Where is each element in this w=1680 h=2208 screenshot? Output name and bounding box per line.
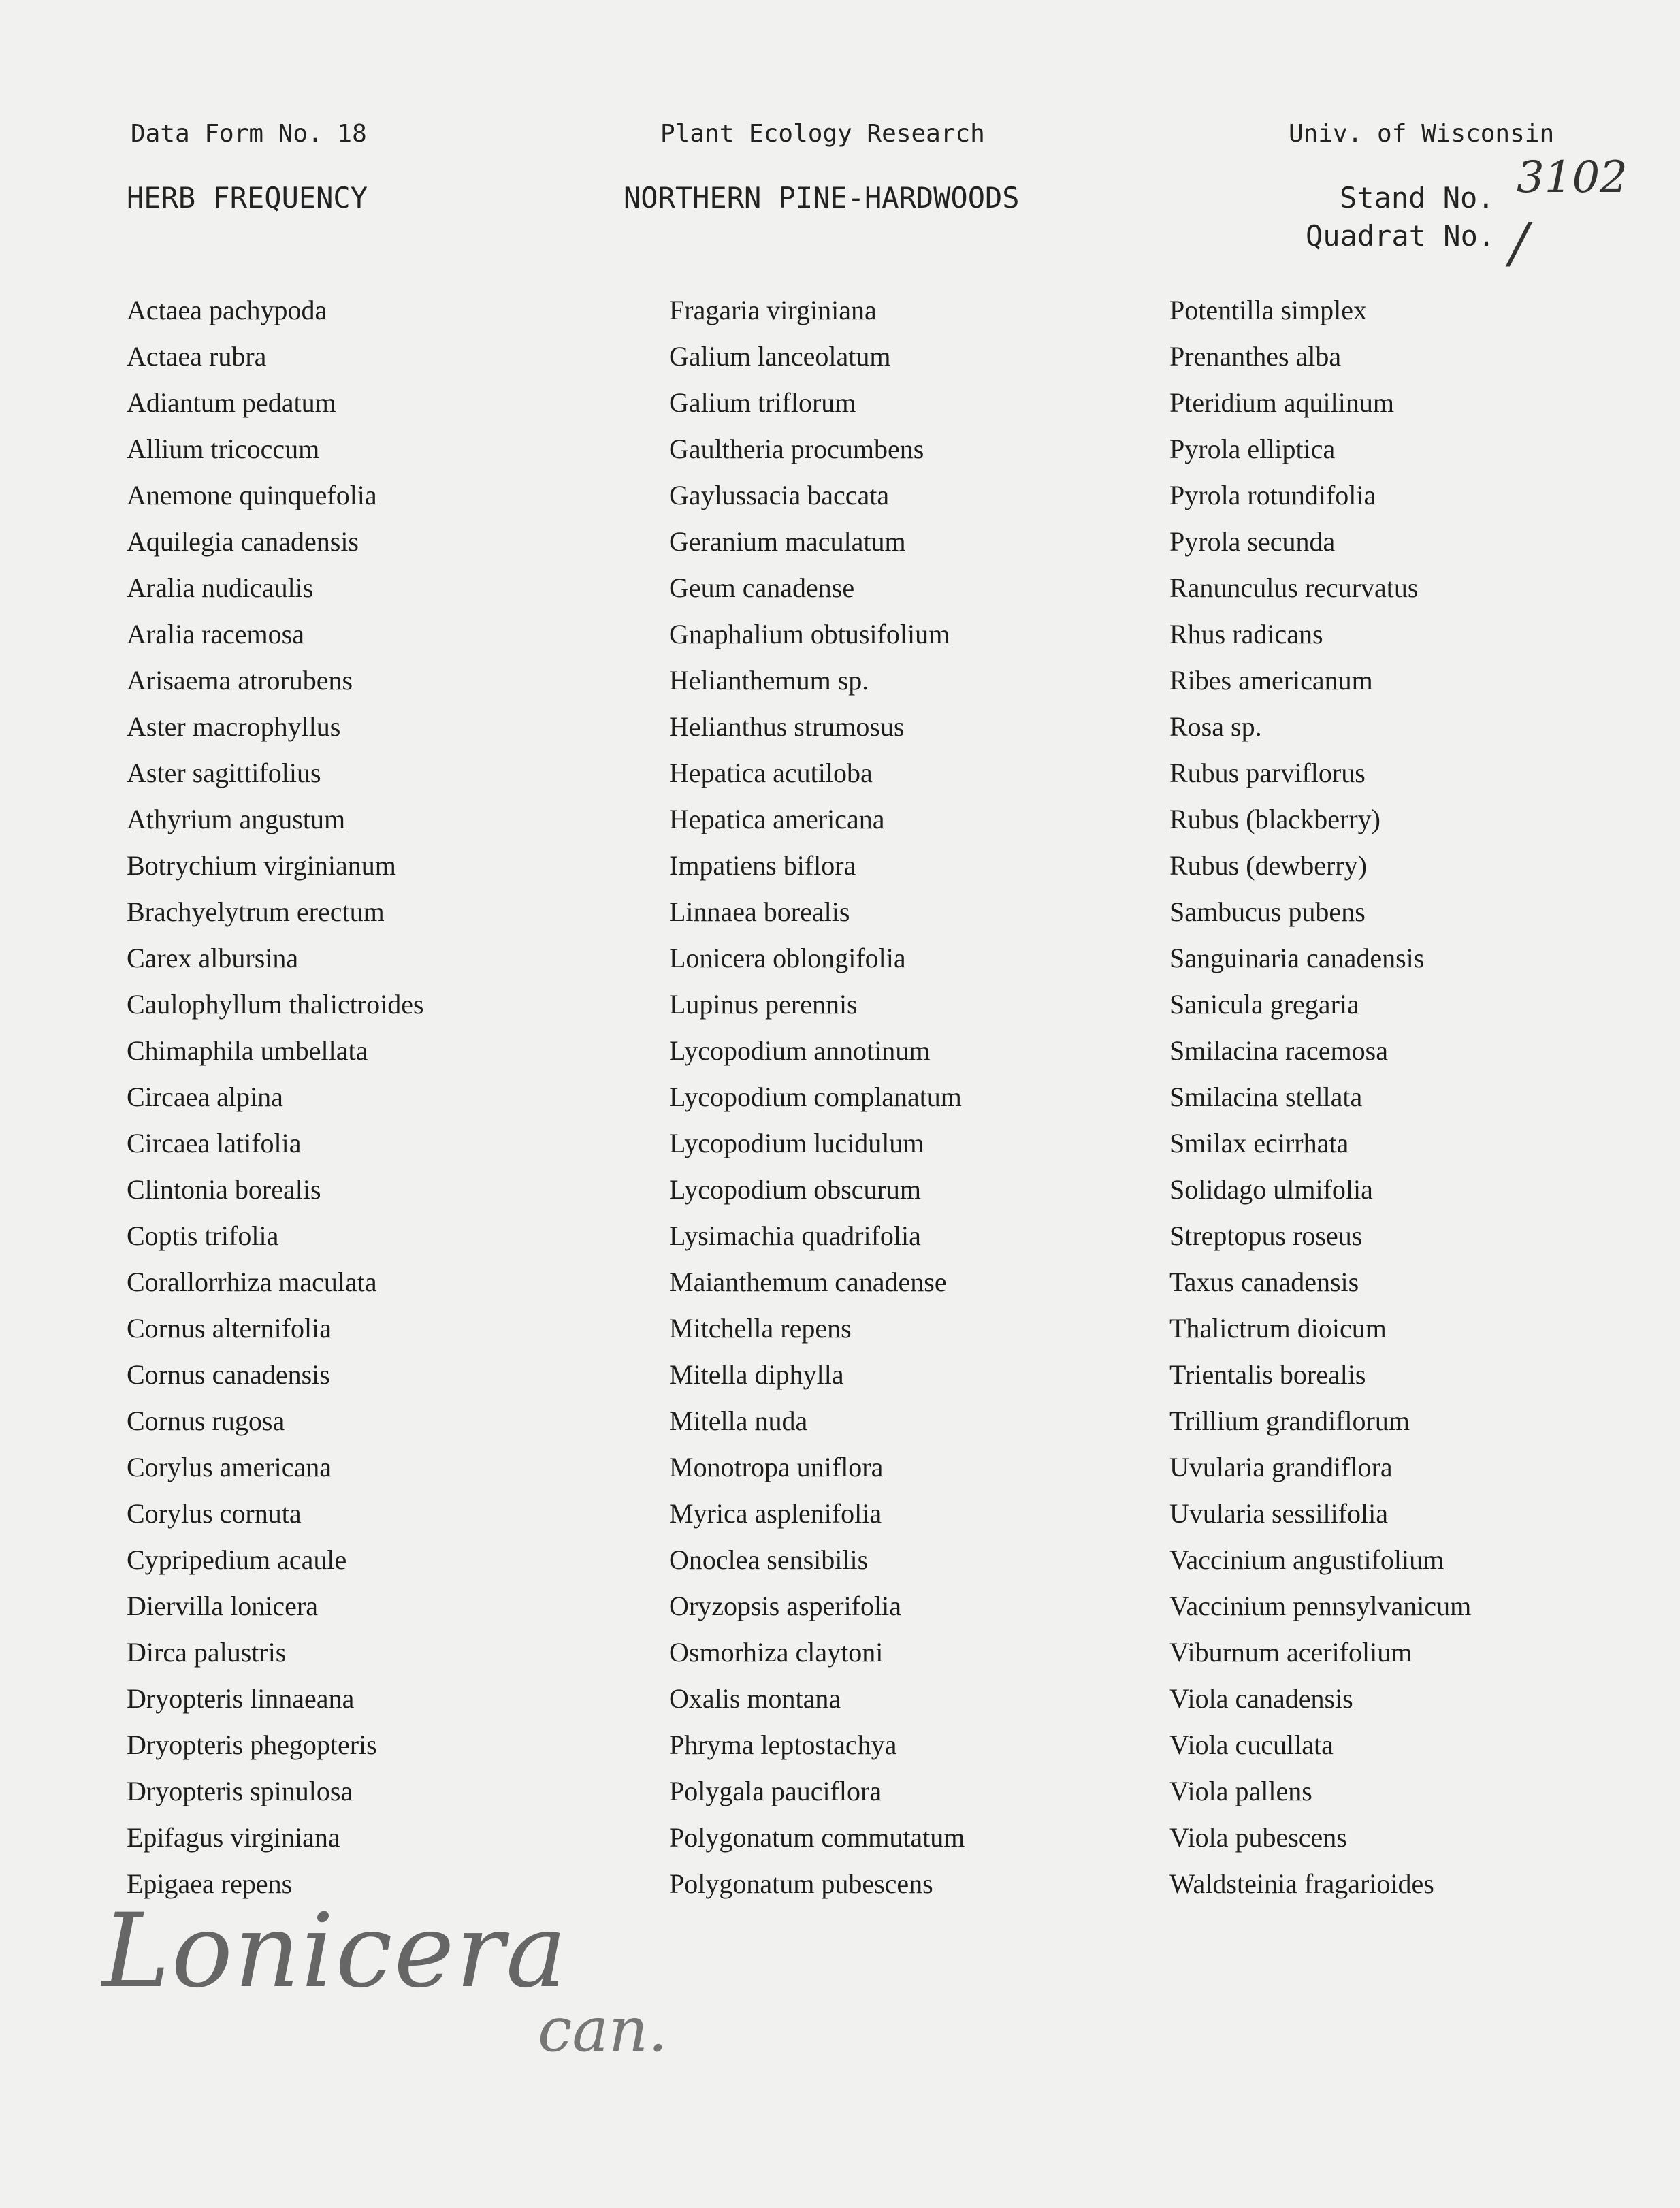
handwritten-note-abbrev: can. <box>538 1994 668 2066</box>
species-name: Viola canadensis <box>1169 1683 1353 1714</box>
species-name: Anemone quinquefolia <box>127 480 377 510</box>
species-name: Aralia nudicaulis <box>127 572 314 603</box>
species-name: Aralia racemosa <box>127 619 304 649</box>
species-name: Helianthemum sp. <box>669 665 869 696</box>
species-name: Allium tricoccum <box>127 434 320 464</box>
species-name: Lonicera oblongifolia <box>669 943 906 973</box>
species-name: Carex albursina <box>127 943 299 973</box>
species-name: Smilacina racemosa <box>1169 1035 1388 1066</box>
species-name: Trientalis borealis <box>1169 1359 1366 1390</box>
species-name: Dryopteris linnaeana <box>127 1683 355 1714</box>
species-name: Gnaphalium obtusifolium <box>669 619 950 649</box>
species-name: Circaea alpina <box>127 1082 283 1112</box>
species-name: Uvularia grandiflora <box>1169 1452 1393 1482</box>
species-name: Corylus americana <box>127 1452 332 1482</box>
species-name: Hepatica acutiloba <box>669 758 873 788</box>
species-name: Actaea pachypoda <box>127 295 327 325</box>
species-name: Viburnum acerifolium <box>1169 1637 1412 1668</box>
species-name: Lysimachia quadrifolia <box>669 1220 921 1251</box>
species-name: Oxalis montana <box>669 1683 841 1714</box>
species-name: Brachyelytrum erectum <box>127 896 385 927</box>
species-name: Viola pubescens <box>1169 1822 1347 1853</box>
species-name: Mitella nuda <box>669 1406 808 1436</box>
species-name: Epifagus virginiana <box>127 1822 340 1853</box>
species-column-2 <box>669 287 1186 1907</box>
species-name: Sanicula gregaria <box>1169 989 1359 1020</box>
species-name: Fragaria virginiana <box>669 295 877 325</box>
species-name: Polygonatum pubescens <box>669 1868 933 1899</box>
species-name: Gaylussacia baccata <box>669 480 890 510</box>
species-name: Vaccinium pennsylvanicum <box>1169 1591 1472 1621</box>
species-name: Diervilla lonicera <box>127 1591 318 1621</box>
species-name: Pyrola secunda <box>1169 526 1336 557</box>
species-name: Osmorhiza claytoni <box>669 1637 884 1668</box>
species-name: Lycopodium complanatum <box>669 1082 962 1112</box>
species-name: Sambucus pubens <box>1169 896 1366 927</box>
species-name: Potentilla simplex <box>1169 295 1367 325</box>
species-name: Rubus parviflorus <box>1169 758 1366 788</box>
species-name: Corallorrhiza maculata <box>127 1267 377 1297</box>
species-name: Impatiens biflora <box>669 850 856 881</box>
species-name: Lupinus perennis <box>669 989 858 1020</box>
species-name: Galium triflorum <box>669 387 856 418</box>
species-name: Cornus alternifolia <box>127 1313 332 1344</box>
species-name: Rhus radicans <box>1169 619 1323 649</box>
species-name: Coptis trifolia <box>127 1220 279 1251</box>
species-name: Phryma leptostachya <box>669 1730 897 1760</box>
form-title: HERB FREQUENCY <box>127 181 368 214</box>
species-name: Caulophyllum thalictroides <box>127 989 424 1020</box>
species-name: Trillium grandiflorum <box>1169 1406 1410 1436</box>
species-name: Arisaema atrorubens <box>127 665 353 696</box>
species-name: Thalictrum dioicum <box>1169 1313 1387 1344</box>
handwritten-note: Lonicera <box>102 1892 568 2011</box>
species-name: Aquilegia canadensis <box>127 526 359 557</box>
species-column-1 <box>127 287 644 1907</box>
species-name: Mitchella repens <box>669 1313 852 1344</box>
species-name: Clintonia borealis <box>127 1174 321 1205</box>
university: Univ. of Wisconsin <box>1289 120 1555 148</box>
species-name: Epigaea repens <box>127 1868 293 1899</box>
species-name: Polygala pauciflora <box>669 1776 882 1806</box>
species-name: Corylus cornuta <box>127 1498 302 1529</box>
species-name: Adiantum pedatum <box>127 387 336 418</box>
species-name: Smilax ecirrhata <box>1169 1128 1349 1158</box>
species-name: Sanguinaria canadensis <box>1169 943 1425 973</box>
species-name: Rubus (dewberry) <box>1169 850 1367 881</box>
species-name: Viola pallens <box>1169 1776 1312 1806</box>
species-name: Rosa sp. <box>1169 711 1262 742</box>
species-name: Prenanthes alba <box>1169 341 1342 372</box>
species-name: Cypripedium acaule <box>127 1544 347 1575</box>
species-name: Uvularia sessilifolia <box>1169 1498 1389 1529</box>
species-name: Waldsteinia fragarioides <box>1169 1868 1434 1899</box>
species-name: Vaccinium angustifolium <box>1169 1544 1444 1575</box>
organization: Plant Ecology Research <box>660 120 985 148</box>
species-name: Actaea rubra <box>127 341 267 372</box>
species-name: Linnaea borealis <box>669 896 850 927</box>
species-name: Geranium maculatum <box>669 526 906 557</box>
species-name: Dryopteris phegopteris <box>127 1730 377 1760</box>
species-name: Hepatica americana <box>669 804 885 834</box>
species-name: Solidago ulmifolia <box>1169 1174 1373 1205</box>
species-name: Oryzopsis asperifolia <box>669 1591 902 1621</box>
species-name: Geum canadense <box>669 572 855 603</box>
species-name: Cornus rugosa <box>127 1406 285 1436</box>
species-name: Dryopteris spinulosa <box>127 1776 353 1806</box>
species-name: Smilacina stellata <box>1169 1082 1363 1112</box>
stand-label: Stand No. <box>1340 181 1495 214</box>
species-name: Chimaphila umbellata <box>127 1035 368 1066</box>
community-title: NORTHERN PINE-HARDWOODS <box>624 181 1020 214</box>
species-name: Aster sagittifolius <box>127 758 321 788</box>
species-name: Viola cucullata <box>1169 1730 1334 1760</box>
species-name: Galium lanceolatum <box>669 341 891 372</box>
species-name: Ribes americanum <box>1169 665 1373 696</box>
species-name: Onoclea sensibilis <box>669 1544 869 1575</box>
species-name: Maianthemum canadense <box>669 1267 947 1297</box>
species-name: Athyrium angustum <box>127 804 346 834</box>
species-name: Gaultheria procumbens <box>669 434 924 464</box>
form-number: Data Form No. 18 <box>131 120 367 148</box>
species-name: Pteridium aquilinum <box>1169 387 1394 418</box>
species-name: Mitella diphylla <box>669 1359 844 1390</box>
species-name: Pyrola rotundifolia <box>1169 480 1376 510</box>
species-name: Circaea latifolia <box>127 1128 302 1158</box>
species-name: Lycopodium lucidulum <box>669 1128 924 1158</box>
species-name: Myrica asplenifolia <box>669 1498 882 1529</box>
species-name: Lycopodium obscurum <box>669 1174 921 1205</box>
species-name: Streptopus roseus <box>1169 1220 1363 1251</box>
species-name: Polygonatum commutatum <box>669 1822 965 1853</box>
species-name: Botrychium virginianum <box>127 850 396 881</box>
species-name: Monotropa uniflora <box>669 1452 884 1482</box>
species-name: Taxus canadensis <box>1169 1267 1359 1297</box>
species-name: Cornus canadensis <box>127 1359 330 1390</box>
species-column-3 <box>1169 287 1680 1907</box>
quadrat-label: Quadrat No. <box>1306 219 1496 253</box>
species-name: Lycopodium annotinum <box>669 1035 931 1066</box>
species-name: Helianthus strumosus <box>669 711 905 742</box>
quadrat-number-handwritten: / <box>1510 211 1528 274</box>
species-name: Dirca palustris <box>127 1637 287 1668</box>
species-name: Rubus (blackberry) <box>1169 804 1380 834</box>
species-name: Aster macrophyllus <box>127 711 341 742</box>
stand-number-handwritten: 3102 <box>1517 152 1628 203</box>
species-name: Pyrola elliptica <box>1169 434 1336 464</box>
species-name: Ranunculus recurvatus <box>1169 572 1419 603</box>
